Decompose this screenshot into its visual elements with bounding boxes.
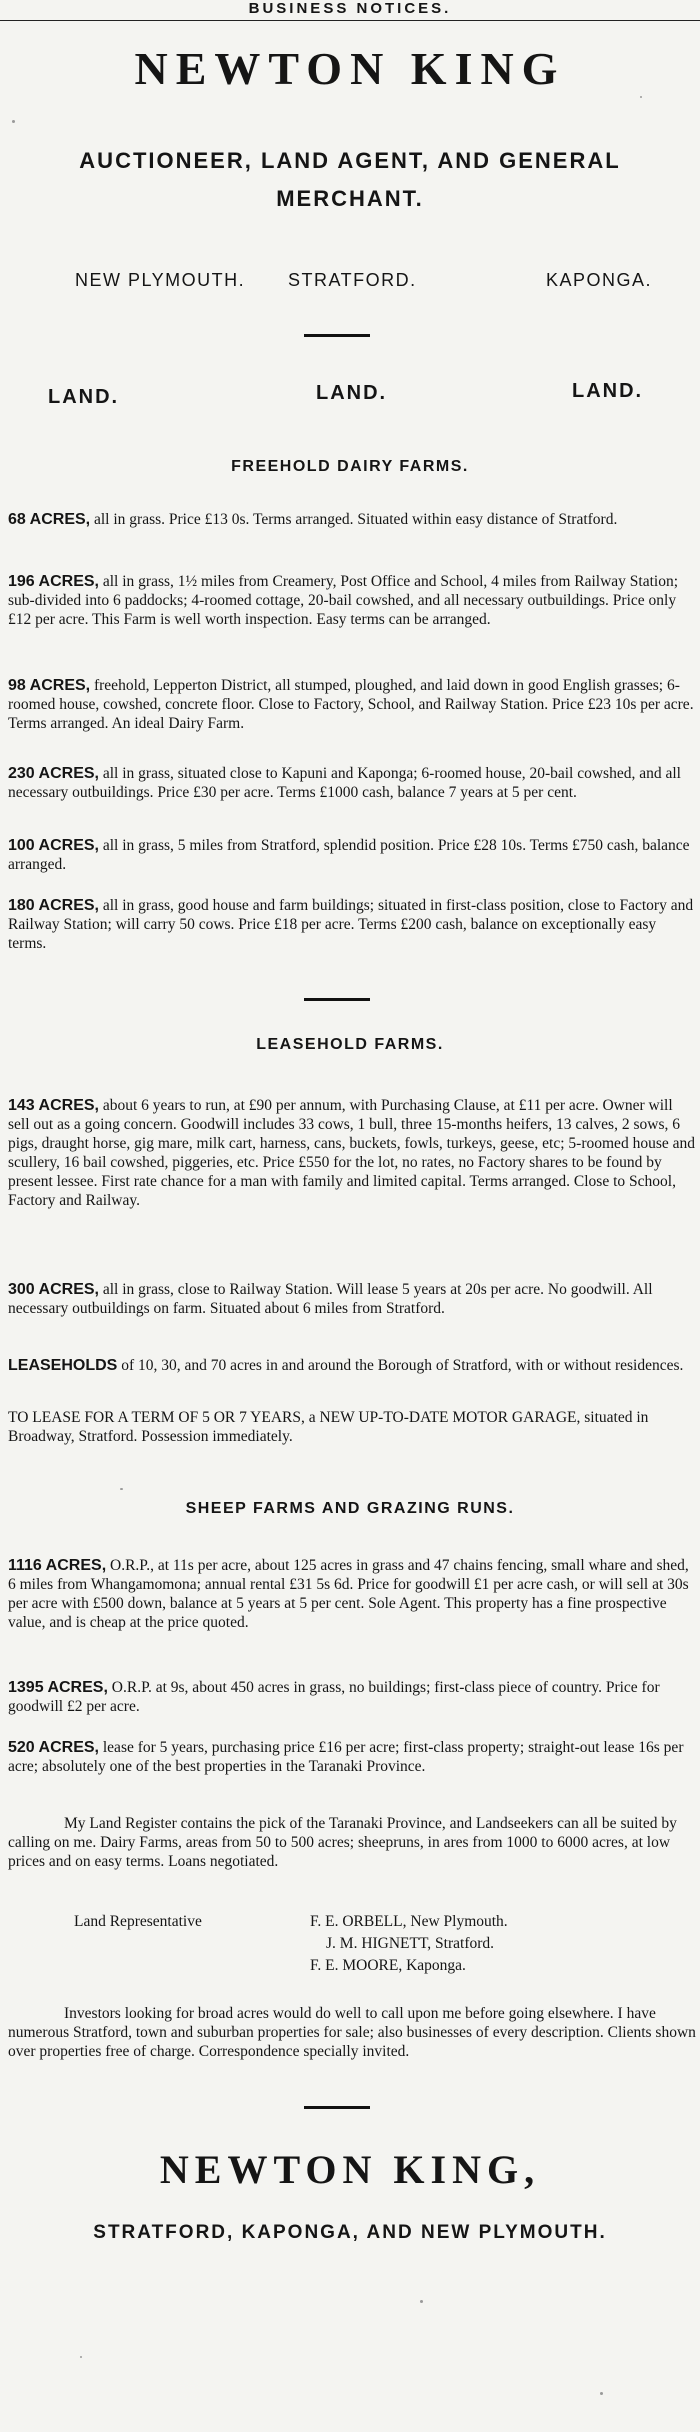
land-word-2: LAND. [316, 382, 388, 404]
print-speck [420, 2300, 423, 2303]
trade-line-2: MERCHANT. [276, 186, 424, 211]
listing-entry [8, 896, 698, 953]
print-speck [120, 1488, 123, 1490]
listing-text: all in grass, 1½ miles from Creamery, Post Office and School, 4 miles from Railway Station; sub-divided into 6 paddocks; 4-roomed cottage, 20-bail cowshed, and all necessary outbuildings. Price only £12 per acre. This Farm is well worth inspection. Easy terms can be arranged. [8, 573, 679, 628]
listing-lead: 68 ACRES, [8, 511, 91, 528]
listing-lead: 1395 ACRES, [8, 1679, 108, 1696]
representative-name: J. M. HIGNETT, Stratford. [326, 1935, 495, 1952]
listing-lead: LEASEHOLDS [8, 1357, 118, 1374]
listing-entry [8, 764, 698, 802]
town-new-plymouth: NEW PLYMOUTH. [75, 270, 246, 290]
listing-lead: 180 ACRES, [8, 897, 99, 914]
listing-text: all in grass, close to Railway Station. Will lease 5 years at 20s per acre. No goodwill. All necessary outbuildings on farm. Situated about 6 miles from Stratford. [8, 1281, 653, 1317]
listing-entry [8, 1738, 698, 1776]
listing-entry [8, 572, 698, 629]
listing-lead: 98 ACRES, [8, 677, 91, 694]
listing-lead: 230 ACRES, [8, 765, 99, 782]
listing-entry [8, 1356, 698, 1375]
town-stratford: STRATFORD. [288, 270, 417, 290]
land-word-3: LAND. [572, 380, 644, 402]
representative-name: F. E. ORBELL, New Plymouth. [310, 1913, 508, 1930]
listing-text: all in grass, situated close to Kapuni and Kaponga; 6-roomed house, 20-bail cowshed, and all necessary outbuildings. Price £30 per acre. Terms £1000 cash, balance 7 years at 5 per cent. [8, 765, 681, 801]
representative-label: Land Representative [74, 1913, 202, 1930]
print-speck [12, 120, 15, 123]
separator-dash [304, 998, 370, 1001]
firm-name-title: NEWTON KING [134, 43, 566, 94]
representative-name: F. E. MOORE, Kaponga. [310, 1957, 466, 1974]
listing-entry [8, 510, 698, 529]
leasehold-section-title: LEASEHOLD FARMS. [256, 1036, 444, 1053]
trade-line-1: AUCTIONEER, LAND AGENT, AND GENERAL [79, 148, 621, 173]
listing-text: all in grass. Price £13 0s. Terms arranged. Situated within easy distance of Stratford. [93, 511, 618, 528]
listing-lead: 520 ACRES, [8, 1739, 99, 1756]
listing-text: about 6 years to run, at £90 per annum, with Purchasing Clause, at £11 per acre. Owner will sell out as a going concern. Goodwill includes 33 cows, 1 bull, three 15-months heifers, 13 calves, 2 sows, 6 pigs, draught horse, gig mare, milk cart, harness, cans, buckets, fowls, turkeys, geese, etc; 5-roomed house and scullery, 16 bail cowshed, piggeries, etc. Price £550 for the lot, no rates, no Factory shares to be found by present lessee. First rate chance for a man with family and limited capital. Terms arranged. Close to School, Factory and Railway. [8, 1097, 695, 1209]
listing-text: freehold, Lepperton District, all stumped, ploughed, and laid down in good English grasses; 6-roomed house, cowshed, concrete floor. Close to Factory, School, and Railway Station. Price £23 10s per acre. Terms arranged. An ideal Dairy Farm. [8, 677, 694, 732]
listing-text: O.R.P. at 9s, about 450 acres in grass, no buildings; first-class piece of country. Price for goodwill £2 per acre. [8, 1679, 660, 1715]
separator-dash [304, 334, 370, 337]
listing-text: all in grass, good house and farm buildings; situated in first-class position, close to Factory and Railway Station; will carry 50 cows. Price £18 per acre. Terms £200 cash, balance on exceptionally easy terms. [8, 897, 694, 952]
listing-lead: 300 ACRES, [8, 1281, 99, 1298]
listing-text: of 10, 30, and 70 acres in and around the Borough of Stratford, with or without residences. [121, 1357, 684, 1374]
garage-notice: TO LEASE FOR A TERM OF 5 OR 7 YEARS, a NEW UP-TO-DATE MOTOR GARAGE, situated in Broadway, Stratford. Possession immediately. [8, 1409, 649, 1445]
listing-lead: 1116 ACRES, [8, 1557, 107, 1574]
separator-dash [304, 2106, 370, 2109]
land-word-1: LAND. [48, 386, 120, 408]
print-speck [640, 96, 642, 98]
listing-entry [8, 836, 698, 874]
print-speck [600, 2392, 603, 2395]
listing-lead: 100 ACRES, [8, 837, 99, 854]
town-kaponga: KAPONGA. [546, 270, 653, 290]
print-speck [80, 2356, 82, 2358]
listing-entry [8, 1678, 698, 1716]
listing-entry [8, 1556, 698, 1632]
listing-text: all in grass, 5 miles from Stratford, splendid position. Price £28 10s. Terms £750 cash, balance arranged. [8, 837, 690, 873]
listing-lead: 143 ACRES, [8, 1097, 99, 1114]
section-label: BUSINESS NOTICES. [248, 0, 452, 17]
investors-paragraph: Investors looking for broad acres would do well to call upon me before going elsewhere. I have numerous Stratford, town and suburban properties for sale; also businesses of every description. Clients shown over properties free of charge. Correspondence specially invited. [8, 2005, 696, 2060]
footer-firm-name: NEWTON KING, [159, 2147, 541, 2192]
land-register-paragraph: My Land Register contains the pick of the Taranaki Province, and Landseekers can all be suited by calling on me. Dairy Farms, areas from 50 to 500 acres; sheepruns, in ares from 1000 to 6000 acres, at low prices and on easy terms. Loans negotiated. [8, 1815, 677, 1870]
listing-text: O.R.P., at 11s per acre, about 125 acres in grass and 47 chains fencing, small whare and shed, 6 miles from Whangamomona; annual rental £31 5s 6d. Price for goodwill £1 per acre cash, or will sell at 30s per acre with £500 down, balance at 5 years at 5 per cent. Sole Agent. This property has a fine prospective value, and is cheap at the price quoted. [8, 1557, 689, 1631]
listing-entry [8, 1096, 698, 1210]
sheep-section-title: SHEEP FARMS AND GRAZING RUNS. [185, 1500, 515, 1517]
listing-entry [8, 676, 698, 733]
top-rule [0, 20, 700, 21]
listing-entry [8, 1280, 698, 1318]
footer-towns: STRATFORD, KAPONGA, AND NEW PLYMOUTH. [93, 2222, 607, 2243]
listing-text: lease for 5 years, purchasing price £16 per acre; first-class property; straight-out lease 16s per acre; absolutely one of the best properties in the Taranaki Province. [8, 1739, 684, 1775]
listing-lead: 196 ACRES, [8, 573, 99, 590]
freehold-section-title: FREEHOLD DAIRY FARMS. [231, 458, 469, 475]
